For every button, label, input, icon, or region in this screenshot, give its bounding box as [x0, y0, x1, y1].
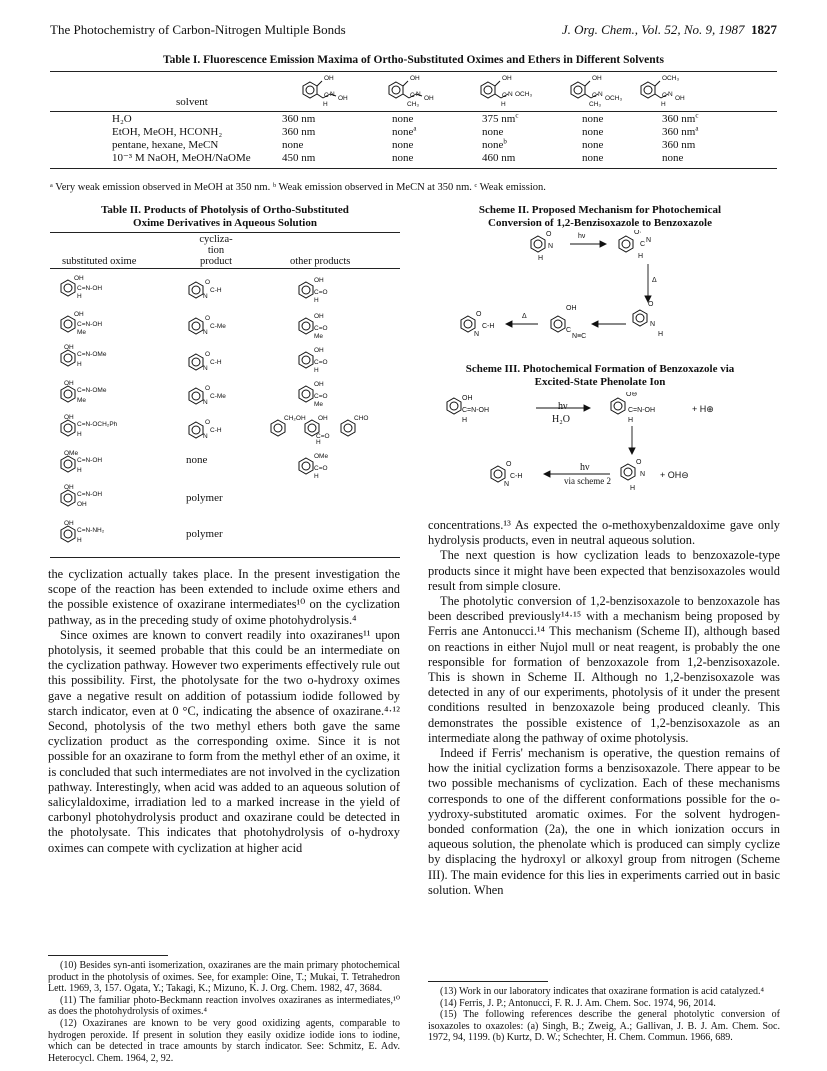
- svg-text:OH: OH: [338, 95, 348, 102]
- scheme2-title: [420, 204, 780, 230]
- table-row: [112, 139, 698, 152]
- svg-text:H: H: [77, 431, 82, 438]
- table1-footnote: ᵃ Very weak emission observed in MeOH at 350 nm. ᵇ Weak emission observed in MeCN at 350 nm. ᶜ Weak emission.: [50, 182, 546, 193]
- svg-text:O: O: [546, 231, 552, 238]
- table1-value: 360 nm: [282, 113, 316, 125]
- footnote-15: (15) The following references describe the general photolytic conversion of isoxazoles to oxazoles: (a) Singh, B.; Zweig, A.; Gallivan, J. B. J. Am. Chem. Soc. 1972, 94, 1199. (b) Kurtz, D. W.; Schechter, H. Chem. Commun. 1966, 689.: [428, 1009, 780, 1044]
- table1-cell: [482, 152, 582, 165]
- svg-text:C=N-OH: C=N-OH: [628, 407, 656, 414]
- svg-text:Δ: Δ: [652, 277, 657, 284]
- svg-text:O: O: [636, 459, 642, 466]
- scheme2-title-line: Scheme II. Proposed Mechanism for Photochemical: [478, 204, 722, 216]
- svg-text:O·: O·: [634, 230, 642, 236]
- table1-cell: EtOH, MeOH, HCONH₂: [112, 126, 223, 138]
- table1-value: 460 nm: [482, 152, 516, 164]
- table1-cell: [482, 126, 582, 139]
- scheme3-hv-1: hν: [558, 401, 568, 412]
- svg-text:N: N: [203, 399, 208, 406]
- scheme2-title-line: Conversion of 1,2-Benzisoxazole to Benzoxazole: [488, 217, 712, 229]
- table2-polymer-2: polymer: [186, 528, 223, 540]
- page-number: 1827: [751, 22, 777, 37]
- table-row: [112, 126, 698, 139]
- svg-text:O: O: [476, 311, 482, 318]
- table1-value: none: [582, 113, 604, 125]
- scheme3-title: [420, 363, 780, 389]
- svg-text:OH: OH: [314, 277, 324, 284]
- svg-text:N: N: [474, 331, 480, 338]
- svg-text:C=N-NH₂: C=N-NH₂: [77, 527, 105, 534]
- header-citation: [562, 22, 777, 38]
- table1-cell: [392, 139, 482, 152]
- svg-text:H: H: [323, 101, 328, 108]
- svg-text:+ H⊕: + H⊕: [692, 404, 714, 414]
- svg-text:OH: OH: [314, 347, 324, 354]
- svg-text:N: N: [203, 293, 208, 300]
- svg-text:O: O: [506, 461, 512, 468]
- table1-value: none: [392, 152, 414, 164]
- svg-text:OH: OH: [424, 95, 434, 102]
- table1-value: none: [392, 126, 414, 138]
- svg-text:C-Me: C-Me: [210, 323, 226, 330]
- right-paragraph-3: The photolytic conversion of 1,2-benzisoxazole to benzoxazole has been described previously¹⁴·¹⁵ with a mechanism being proposed by Ferris ane Antonucci.¹⁴ This mechanism (Scheme II), although based on reactions in either Nujol mull or neat reagent, is probably the one responsible for formation of benzoxazole from 1,2-benzisoxazole. This is shown in Scheme II. Although no 1,2-benzisoxazole was detected in any of our experiments, photolysis of it under the present conditions resulted in benzoxazole being produced cleanly. This demonstrates the possible existence of 1,2-benzisoxazole as an intermediate along the pathway of oxime photolysis.: [428, 594, 780, 745]
- svg-text:H: H: [77, 537, 82, 544]
- svg-text:H: H: [314, 367, 319, 374]
- table1-cell: [482, 113, 582, 126]
- table1-value: 450 nm: [282, 152, 316, 164]
- table1-body: [112, 113, 698, 165]
- table1-footnote-mark: b: [503, 137, 507, 146]
- table1-footnote-mark: c: [695, 111, 699, 120]
- table1-cell: [662, 113, 698, 126]
- svg-text:Me: Me: [77, 397, 87, 404]
- svg-text:Δ: Δ: [522, 313, 527, 320]
- table2-col1-header: substituted oxime: [62, 256, 137, 267]
- svg-text:C: C: [410, 92, 415, 99]
- svg-text:N: N: [508, 91, 513, 98]
- svg-text:Me: Me: [314, 401, 324, 408]
- svg-text:OH: OH: [64, 344, 74, 351]
- table2-bottom-rule: [50, 557, 400, 558]
- svg-text:N: N: [203, 433, 208, 440]
- table1-cell: [662, 152, 698, 165]
- svg-text:C-H: C-H: [210, 427, 222, 434]
- table1-cell: [582, 126, 662, 139]
- svg-text:OH: OH: [314, 313, 324, 320]
- svg-text:N: N: [203, 329, 208, 336]
- svg-text:O: O: [205, 351, 211, 358]
- svg-text:H: H: [314, 297, 319, 304]
- table1-cell: [482, 139, 582, 152]
- svg-text:OH: OH: [64, 380, 74, 387]
- svg-text:OH: OH: [64, 414, 74, 421]
- svg-text:H: H: [630, 485, 636, 492]
- svg-text:C: C: [662, 92, 667, 99]
- table2-polymer-1: polymer: [186, 492, 223, 504]
- header-title: The Photochemistry of Carbon-Nitrogen Multiple Bonds: [50, 22, 346, 37]
- svg-text:C-H: C-H: [510, 473, 523, 480]
- svg-text:C-H: C-H: [482, 323, 495, 330]
- table1-cell: [662, 126, 698, 139]
- svg-text:C=N-OH: C=N-OH: [77, 491, 103, 498]
- table2-header-line: tion: [207, 245, 225, 256]
- svg-text:OH: OH: [675, 95, 685, 102]
- table1-cell: [392, 152, 482, 165]
- svg-text:OCH₃: OCH₃: [605, 95, 623, 102]
- svg-text:OH: OH: [318, 415, 328, 422]
- svg-text:OMe: OMe: [314, 453, 329, 460]
- table1-value: none: [582, 152, 604, 164]
- table1-value: none: [392, 113, 414, 125]
- svg-text:OH: OH: [64, 520, 74, 527]
- footnote-rule-right: [428, 981, 548, 982]
- svg-text:C=N-OH: C=N-OH: [77, 285, 103, 292]
- svg-text:N: N: [650, 321, 656, 328]
- svg-text:O: O: [205, 419, 211, 426]
- table1-value: none: [662, 152, 684, 164]
- table1-value: 360 nm: [662, 126, 696, 138]
- svg-text:OH: OH: [592, 75, 602, 82]
- svg-text:N: N: [203, 365, 208, 372]
- svg-text:H: H: [316, 439, 321, 446]
- table1-header-rule: [50, 111, 777, 112]
- svg-text:C=N-OMe: C=N-OMe: [77, 351, 107, 358]
- table1-cell: [282, 126, 392, 139]
- right-paragraph-2: The next question is how cyclization leads to benzoxazole-type products since it might have been expected that benzisoxazoles would result from simple closure.: [428, 548, 780, 593]
- table2-col3-header: other products: [290, 256, 351, 267]
- svg-text:O: O: [205, 279, 211, 286]
- svg-text:OCH₃: OCH₃: [515, 91, 533, 98]
- table1-value: none: [582, 126, 604, 138]
- svg-text:OH: OH: [77, 501, 87, 508]
- svg-text:H: H: [77, 293, 82, 300]
- table1-cell: [282, 152, 392, 165]
- svg-text:O: O: [648, 301, 654, 308]
- svg-text:CH₂OH: CH₂OH: [284, 415, 306, 422]
- svg-text:CH₃: CH₃: [589, 101, 602, 108]
- table1-cell: [282, 139, 392, 152]
- table1-cell: H₂O: [112, 113, 132, 125]
- svg-text:OH: OH: [502, 75, 512, 82]
- scheme3-title-line: Scheme III. Photochemical Formation of Benzoxazole via: [465, 363, 735, 375]
- table1-value: none: [392, 139, 414, 151]
- table1-cell: [392, 126, 482, 139]
- svg-text:C-Me: C-Me: [210, 393, 226, 400]
- scheme3-h2o: H₂O: [552, 414, 570, 425]
- svg-text:H: H: [314, 473, 319, 480]
- table1-solvent-header: solvent: [176, 96, 208, 108]
- svg-text:C=O: C=O: [314, 393, 328, 400]
- svg-text:C: C: [592, 92, 597, 99]
- svg-text:N: N: [668, 91, 673, 98]
- svg-text:N: N: [646, 237, 652, 244]
- svg-text:H: H: [661, 101, 666, 108]
- left-paragraph-2: Since oximes are known to convert readily into oxaziranes¹¹ upon photolysis, it seemed probable that this could be an intermediate on the cyclization pathway. However two experiments effectively rule out this possibility. First, the photolysate for the two o-hydroxy oximes gave a negative result on addition of potassium iodide followed by starch indicator, even at 0 °C, indicating the absence of oxazirane.⁴·¹² Second, photolysis of the two methyl ethers both gave the same cyclization product as the corresponding oxime. Since it is not possible for an oxazirane to form from the methyl ether of an oxime, it is concluded that such intermediates are not involved in the cyclization pathway. Interestingly, when acid was added to an aqueous solution of salicylaldoxime, irradiation led to a marked increase in the yield of carbonyl photohydrolysis product and oxazirane could be detected in the photolysate. This indicates that photohydrolysis of o-hydroxy oximes can compete with cyclization at higher acid: [48, 627, 400, 855]
- scheme3-via-label: via scheme 2: [564, 476, 611, 486]
- svg-text:C: C: [502, 92, 507, 99]
- scheme2-diagram: [440, 230, 770, 345]
- svg-text:C=N-OMe: C=N-OMe: [77, 387, 107, 394]
- table1-value: 360 nm: [662, 113, 696, 125]
- footnotes-right: [428, 986, 780, 1044]
- svg-text:N≡C: N≡C: [572, 333, 587, 340]
- scheme3-diagram: [440, 392, 770, 504]
- table2-top-rule: [50, 232, 400, 233]
- svg-text:C=O: C=O: [314, 289, 328, 296]
- table1-footnote-mark: c: [515, 111, 519, 120]
- svg-text:H: H: [658, 331, 664, 338]
- table1-title: Table I. Fluorescence Emission Maxima of Ortho-Substituted Oximes and Ethers in Different Solvents: [162, 54, 664, 66]
- svg-text:C: C: [640, 241, 646, 248]
- svg-text:O⊖: O⊖: [626, 392, 638, 398]
- svg-text:OH: OH: [462, 395, 473, 402]
- right-paragraph-4: Indeed if Ferris' mechanism is operative, the question remains of how the initial cyclization forms a benzisoxazole. There appear to be two possible mechanisms of cyclization. Each of these mechanisms corresponds to one of the different conformations possible for the o-yydroxy-substituted aromatic oximes. For the solvent hydrogen-bonded conformation (2a), the one in which ionization occurs in aqueous solution, the phenolate which is produced can simply cyclize by displacing the hydroxyl or alkoxyl group from nitrogen (Scheme III). The main evidence for this lies in experiments carried out in basic solution. When: [428, 746, 780, 897]
- running-header: [50, 22, 777, 38]
- table1-cell: 10⁻³ M NaOH, MeOH/NaOMe: [112, 152, 251, 164]
- svg-text:+ OH⊖: + OH⊖: [660, 470, 689, 480]
- svg-text:C: C: [566, 327, 572, 334]
- footnote-14: (14) Ferris, J. P.; Antonucci, F. R. J. Am. Chem. Soc. 1974, 96, 2014.: [440, 997, 716, 1009]
- header-journal: J. Org. Chem., Vol. 52, No. 9, 1987: [561, 22, 745, 37]
- table2-title-line: Oxime Derivatives in Aqueous Solution: [133, 217, 317, 229]
- svg-text:OH: OH: [74, 311, 84, 318]
- table1-cell: [582, 152, 662, 165]
- svg-text:H: H: [501, 101, 506, 108]
- svg-text:Me: Me: [77, 329, 87, 336]
- svg-text:N: N: [640, 471, 646, 478]
- footnote-13: (13) Work in our laboratory indicates that oxazirane formation is acid catalyzed.⁴: [440, 986, 765, 997]
- footnote-rule-left: [48, 955, 168, 956]
- svg-text:O: O: [205, 315, 211, 322]
- svg-text:C=O: C=O: [314, 465, 328, 472]
- table1-bottom-rule: [50, 168, 777, 169]
- svg-text:CHO: CHO: [354, 415, 369, 422]
- svg-text:C=N-OH: C=N-OH: [462, 407, 490, 414]
- svg-text:C=O: C=O: [316, 433, 330, 440]
- table1-cell: pentane, hexane, MeCN: [112, 139, 219, 151]
- left-paragraph-1: the cyclization actually takes place. In the present investigation the scope of the reaction has been extended to include oxime ethers and the possible existence of oxazirane intermediates¹⁰ on the cyclization pathway, as in the preceding study of oxime photohydrolysis.⁴: [48, 567, 400, 627]
- table1-cell: [582, 113, 662, 126]
- svg-text:OH: OH: [324, 75, 334, 82]
- table1-cell: [582, 139, 662, 152]
- table1-cell: [662, 139, 698, 152]
- svg-text:C-H: C-H: [210, 359, 222, 366]
- table1-footnote-mark: a: [413, 124, 417, 133]
- svg-text:C: C: [324, 92, 329, 99]
- svg-text:CH₃: CH₃: [407, 101, 420, 108]
- svg-text:Me: Me: [314, 333, 324, 340]
- table2-title-line: Table II. Products of Photolysis of Ortho-Substituted: [101, 204, 349, 216]
- svg-text:C-H: C-H: [210, 287, 222, 294]
- scheme3-title-line: Excited-State Phenolate Ion: [534, 376, 666, 388]
- table1-structure-headers: [290, 72, 690, 108]
- table1-cell: [392, 113, 482, 126]
- right-column-text: [428, 518, 780, 898]
- table-row: [112, 113, 698, 126]
- footnotes-left: [48, 960, 400, 1064]
- table1-value: 360 nm: [282, 126, 316, 138]
- svg-text:OMe: OMe: [64, 450, 79, 457]
- svg-text:H: H: [638, 253, 644, 260]
- table2-header-line: product: [199, 256, 233, 267]
- table2-header-rule: [50, 268, 400, 269]
- table1-value: none: [482, 126, 504, 138]
- svg-text:N: N: [330, 91, 335, 98]
- svg-text:C=O: C=O: [314, 325, 328, 332]
- table2-col2-header: [186, 234, 246, 267]
- left-column-text: [48, 567, 400, 856]
- svg-text:C=O: C=O: [314, 359, 328, 366]
- svg-text:N: N: [416, 91, 421, 98]
- table2-structures: [60, 270, 400, 570]
- footnote-11: (11) The familiar photo-Beckmann reaction involves oxaziranes as intermediates,¹⁰ as does the photohydrolysis of oximes.⁴: [48, 994, 400, 1018]
- svg-text:C=N-OH: C=N-OH: [77, 321, 103, 328]
- footnote-10: (10) Besides syn-anti isomerization, oxaziranes are the main primary photochemical product in the photolysis of oximes. See, for example: Oine, T.; Mukai, T. Tetrahedron Lett. 1969, 3, 157. Ogata, Y.; Takagi, K.; Mizuno, K. J. Org. Chem. 1982, 47, 3684.: [48, 960, 400, 995]
- svg-text:OH: OH: [74, 275, 84, 282]
- svg-text:O: O: [205, 385, 211, 392]
- table2-header-line: cycliza-: [199, 234, 233, 245]
- table1-value: 375 nm: [482, 113, 516, 125]
- svg-text:H: H: [628, 417, 634, 424]
- table2-title: [50, 204, 400, 230]
- svg-text:OCH₃: OCH₃: [662, 75, 680, 82]
- svg-text:H: H: [462, 417, 468, 424]
- table-row: [112, 152, 698, 165]
- footnote-12: (12) Oxaziranes are known to be very good oxidizing agents, comparable to hydrogen peroxide. If present in solution they easily oxidize iodide ions to iodine, which can be detected in trace amounts by starch indicator. See: Schmitz, E. Adv. Heterocycl. Chem. 1964, 2, 92.: [48, 1017, 400, 1064]
- svg-text:N: N: [598, 91, 603, 98]
- scheme3-hv-2: hν: [580, 462, 590, 473]
- svg-text:OH: OH: [314, 381, 324, 388]
- svg-text:N: N: [504, 481, 510, 488]
- table1-value: none: [282, 139, 304, 151]
- table1-cell: [282, 113, 392, 126]
- svg-text:H: H: [77, 467, 82, 474]
- svg-text:C=N-OH: C=N-OH: [77, 457, 103, 464]
- table1-footnote-mark: a: [695, 124, 699, 133]
- table1-value: none: [582, 139, 604, 151]
- table1-value: none: [482, 139, 504, 151]
- table1-value: 360 nm: [662, 139, 696, 151]
- table2-none: none: [186, 454, 208, 466]
- svg-text:C=N-OCH₂Ph: C=N-OCH₂Ph: [77, 421, 118, 428]
- svg-text:OH: OH: [64, 484, 74, 491]
- svg-text:hν: hν: [578, 233, 586, 240]
- svg-text:H: H: [77, 361, 82, 368]
- svg-text:N: N: [548, 243, 554, 250]
- svg-text:H: H: [538, 255, 544, 262]
- right-paragraph-1: concentrations.¹³ As expected the o-methoxybenzaldoxime gave only hydrolysis products, even in neutral aqueous solution.: [428, 518, 780, 548]
- svg-text:OH: OH: [566, 305, 577, 312]
- svg-text:OH: OH: [410, 75, 420, 82]
